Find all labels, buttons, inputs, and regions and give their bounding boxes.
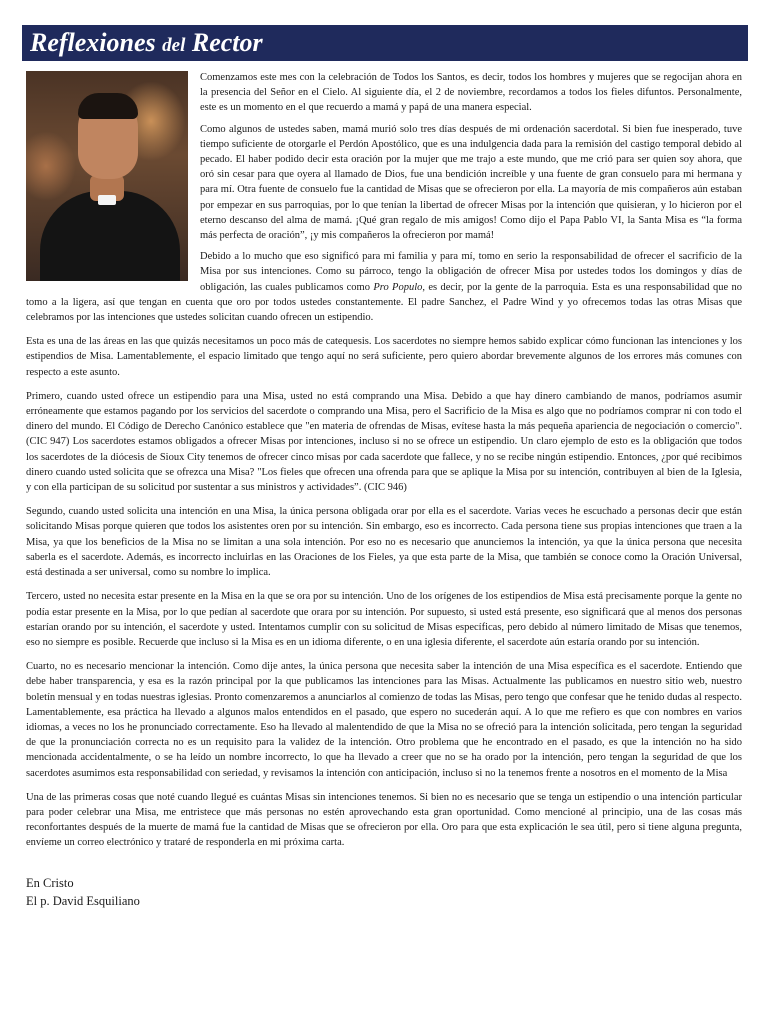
salutation: En Cristo [26, 875, 74, 890]
title-del: del [162, 35, 186, 56]
paragraph-catechesis: Esta es una de las áreas en las que quizás necesitamos un poco más de catequesis. Los sacerdotes no siempre hemos sabido explicar cómo funcionan las intenciones y los estipendios de Misa. Lamentablemente, el espacio limitado que tengo aquí no será suficiente, pero quiero abordar brevemente algunos de los errores más comunes con respecto a este asunto. [26, 336, 742, 378]
paragraph-pro-populo: Debido a lo mucho que eso significó para mi familia y para mí, tomo en serio la responsabilidad de ofrecer el sacrificio de la Misa por sus intenciones. Como su párroco, tengo la obligación de ofrecer Misa por ustedes todos los domingos y días de obligación, las cuales publicamos como Pro Populo, es decir, por la gente de la parroquia. Esta es una responsabilidad que no tomo a la ligera, así que tengan en cuenta que oro por todos ustedes constantemente. El padre Sanchez, el Padre Wind y yo ofrecemos todas las otras Misas que celebramos por las intenciones que ustedes solicitan cuando ofrecen un estipendio. [26, 251, 742, 324]
paragraph-mother-death: Como algunos de ustedes saben, mamá murió solo tres días después de mi ordenación sacerdotal. Si bien fue inesperado, tuve tiempo suficiente de otorgarle el Perdón Apostólico, que es una indulgencia dada para la remisión del castigo temporal debido al pecado. El haber podido decir esta oración por la mujer que me trajo a este mundo, que me crió para ser quien soy ahora, que oró sin cesar para que oyera al llamado de Dios, fue una bendición increíble y una fuente de gran consuelo para mi hermana y para mí. Otra fuente de consuelo fue la cantidad de Misas que se ofrecieron por ella. La mayoría de mis compañeros aún estaban por empezar en sus parroquias, por lo que tenían la libertad de ofrecer Misas por la intención que quisieran, y lo hicieron por el eterno descanso del alma de mamá. ¡Qué gran regalo de mis amigos! Como dijo el Papa Pablo VI, la Santa Misa es “la forma más perfecta de oración”, ¡y mis compañeros la ofrecieron por mamá! [200, 123, 742, 242]
pro-populo-italic: Pro Populo [373, 281, 423, 293]
paragraph-all-saints: Comenzamos este mes con la celebración de Todos los Santos, es decir, todos los hombres y mujeres que se regocijan ahora en la presencia del Señor en el Cielo. Al siguiente día, el 2 de noviembre, recordamos a todos los fieles difuntos. Personalmente, este es un momento en el que recuerdo a mamá y papá de una manera especial. [200, 72, 742, 114]
title-reflexiones: Reflexiones [30, 28, 156, 57]
priest-portrait-photo [26, 71, 188, 281]
closing-signature [26, 874, 742, 910]
page-title [30, 27, 263, 62]
title-rector: Rector [191, 28, 263, 57]
paragraph-first: Primero, cuando usted ofrece un estipendio para una Misa, usted no está comprando una Misa. Debido a que hay dinero cambiando de manos, podríamos asumir erróneamente que estamos pagando por los servicios del sacerdote o comprando una Misa, pero el Sacrificio de la Misa es algo que no podríamos comprar ni con todo el dinero del mundo. El Código de Derecho Canónico establece que "en materia de ofrendas de Misas, evítese hasta la más pequeña apariencia de negociación o comercio". (CIC 947) Los sacerdotes estamos obligados a ofrecer Misas por intenciones, incluso si no se ofrece un estipendio. Un claro ejemplo de esto es la obligación que todos los sacerdotes de la diócesis de Sioux City tenemos de ofrecer cinco misas por cada sacerdote que fallece, y no se recibe ningún estipendio. Entonces, ¿por qué recibimos dinero cuando usted solicita que se ofrezca una Misa? "Los fieles que ofrecen una ofrenda para que se aplique la Misa por su intención, contribuyen al bien de la Iglesia, y con ella participan de su solicitud por sustentar a sus ministros y actividades”. (CIC 946) [26, 390, 742, 494]
paragraph-conclusion: Una de las primeras cosas que noté cuando llegué es cuántas Misas sin intenciones tenemos. Si bien no es necesario que se tenga un estipendio o una intención particular para poder celebrar una Misa, me entristece que más personas no estén aprovechando esta gran oportunidad. Como mencioné al principio, una de las cosas más reconfortantes después de la muerte de mamá fue la cantidad de Misas que se ofrecieron por ella. Oro para que esta explicación le sea útil, pero si tiene alguna pregunta, envíeme un correo electrónico y trataré de responderla en mi próxima carta. [26, 791, 742, 849]
paragraph-second: Segundo, cuando usted solicita una intención en una Misa, la única persona obligada orar por ella es el sacerdote. Varias veces he escuchado a personas decir que están solicitando Misas porque quieren que todos los asistentes oren por su intención. Sin embargo, eso es incorrecto. Cada persona tiene sus propias intenciones que traen a la Misa, ya que los beneficios de la Misa no se limitan a una sola intención. Por eso no es necesario que anunciemos la intención, ya que la única persona que necesita saberla es el sacerdote. Además, es incorrecto incluirlas en las Oraciones de los Fieles, ya que esta parte de la Misa, que también se conoce como la Oración Universal, está destinada a ser universal, como su nombre lo implica. [26, 506, 742, 579]
header-bar [22, 25, 748, 61]
paragraph-third: Tercero, usted no necesita estar presente en la Misa en la que se ora por su intención. Uno de los orígenes de los estipendios de Misa está precisamente porque la gente no podía estar presente en la Misa, por lo que pedían al sacerdote que orara por su intención. Por supuesto, si usted está presente, eso significará que al menos dos personas estarían orando por su intención, el sacerdote y usted. Intentamos cumplir con su solicitud de Misas específicas, pero debido al número limitado de Misas que tenemos, eso no siempre es posible. Recuerde que incluso si la Misa es en un idioma diferente, o en una iglesia diferente, el sacerdote aún estaría orando por su intención. [26, 591, 742, 648]
paragraph-fourth: Cuarto, no es necesario mencionar la intención. Como dije antes, la única persona que necesita saber la intención de una Misa específica es el sacerdote. Entiendo que debe haber transparencia, y esa es la razón principal por la que publicamos las intenciones para las Misas. Actualmente las publicamos en nuestro sitio web, nuestro boletín mensual y en todas nuestras iglesias. Pronto comenzaremos a anunciarlos al comienzo de todas las Misas, pero tengo que confesar que he tenido dudas al respecto. Lamentablemente, esa práctica ha llevado a algunos malos entendidos en el pasado, que espero no sucederán aquí. A lo que me refiero es que con nombres en varios idiomas, a veces no los he pronunciado correctamente. Eso ha llevado al malentendido de que la Misa no se ofreció para la intención solicitada, pero tengan la seguridad de que la pronunciación correcta no es un requisito para la validez de la intención. Otro problema que he encontrado en el pasado, es que la intención no ha sido mencionada accidentalmente, o se ha leído un nombre incorrecto, lo que ha llevado a creer que no se ha orado por la intención, pero tengan la seguridad de que los sacerdotes asumimos esta responsabilidad con seriedad, y revisamos la intención con anticipación, incluso si no la tenemos frente a nosotros en el momento de la Misa [26, 661, 742, 779]
signature: El p. David Esquiliano [26, 893, 140, 908]
article-body [26, 70, 742, 910]
